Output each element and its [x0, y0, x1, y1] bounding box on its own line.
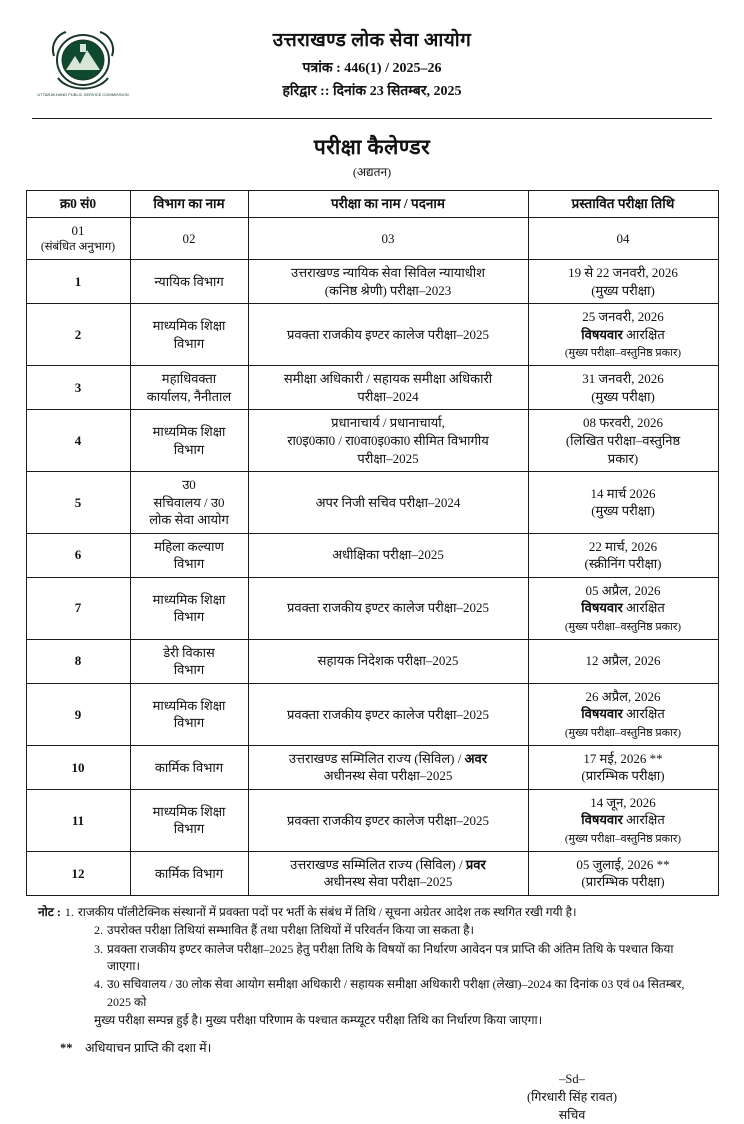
row-date: [528, 410, 718, 472]
row-exam-name: अधीक्षिका परीक्षा–2025: [248, 533, 528, 577]
exam-line-1: प्रधानाचार्य / प्रधानाचार्या,: [331, 415, 445, 431]
subheader-col1: [26, 218, 130, 260]
star-note: [60, 1039, 706, 1056]
row-date: [528, 577, 718, 639]
subheader-col4: 04: [528, 218, 718, 260]
note-text-continued: मुख्य परीक्षा सम्पन्न हुई है। मुख्य परीक्षा परिणाम के पश्चात कम्प्यूटर परीक्षा तिथि का निर्धारण किया जाएगा।: [94, 1013, 543, 1028]
date-line-2: (प्रारम्भिक परीक्षा): [581, 874, 665, 890]
subheader-col3: 03: [248, 218, 528, 260]
date-line-2: (प्रारम्भिक परीक्षा): [581, 768, 665, 784]
row-date: [528, 745, 718, 789]
document-header: [22, 26, 722, 112]
dept-line-1: माध्यमिक शिक्षा: [152, 424, 226, 440]
date-subjectwise-label: विषयवार: [581, 812, 623, 828]
dept-line-1: उ0: [182, 477, 196, 493]
row-exam-name: प्रवक्ता राजकीय इण्टर कालेज परीक्षा–2025: [248, 789, 528, 851]
row-serial: 6: [26, 533, 130, 577]
letter-number: पत्रांक : 446(1) / 2025–26: [302, 60, 442, 76]
note-number: 1.: [64, 904, 74, 919]
date-line-1: 14 मार्च 2026: [590, 485, 656, 501]
note-text: उ0 सचिवालय / उ0 लोक सेवा आयोग समीक्षा अधिकारी / सहायक समीक्षा अधिकारी परीक्षा (लेखा)–2024 का दिनांक 03 एवं 04 सितम्बर, 2025 को: [107, 977, 685, 1009]
date-line-3: (मुख्य परीक्षा–वस्तुनिष्ठ प्रकार): [564, 726, 682, 739]
date-line-2: (लिखित परीक्षा–वस्तुनिष्ठ: [565, 432, 681, 448]
date-line-3: (मुख्य परीक्षा–वस्तुनिष्ठ प्रकार): [564, 832, 682, 845]
table-row: [26, 410, 718, 472]
date-subjectwise-label: विषयवार: [581, 326, 623, 342]
date-line-2: (मुख्य परीक्षा): [591, 388, 655, 404]
row-department: कार्मिक विभाग: [130, 851, 248, 895]
date-line-1: 31 जनवरी, 2026: [582, 371, 664, 387]
date-line-3: प्रकार): [607, 450, 639, 466]
dept-line-2: विभाग: [173, 821, 205, 837]
note-text: उपरोक्त परीक्षा तिथियां सम्भावित हैं तथा परीक्षा तिथियों में परिवर्तन किया जा सकता है।: [107, 923, 474, 938]
signature-name: (गिरधारी सिंह रावत): [527, 1089, 617, 1104]
dept-line-2: विभाग: [173, 715, 205, 731]
exam-calendar-table: [26, 190, 719, 896]
row-department: [130, 639, 248, 683]
signature-block: [22, 1070, 722, 1124]
exam-line-1: उत्तराखण्ड न्यायिक सेवा सिविल न्यायाधीश: [291, 265, 485, 281]
date-line-1: 08 फरवरी, 2026: [582, 415, 663, 431]
table-row: [26, 683, 718, 745]
note-item: [38, 922, 706, 939]
subheader-col1-number: 01: [71, 223, 85, 239]
notes-label: नोट :: [38, 904, 61, 919]
table-row: [26, 260, 718, 304]
row-serial: 2: [26, 304, 130, 366]
exam-line-2: अधीनस्थ सेवा परीक्षा–2025: [323, 768, 453, 784]
dept-line-1: माध्यमिक शिक्षा: [152, 803, 226, 819]
star-note-text: अधियाचन प्राप्ति की दशा में।: [85, 1040, 212, 1055]
dept-line-2: विभाग: [173, 335, 205, 351]
row-department: [130, 577, 248, 639]
subheader-col2: 02: [130, 218, 248, 260]
exam-line-2: परीक्षा–2024: [357, 388, 419, 404]
exam-line-1: उत्तराखण्ड सम्मिलित राज्य (सिविल) /: [290, 856, 463, 872]
row-serial: 10: [26, 745, 130, 789]
dept-line-1: डेरी विकास: [163, 644, 215, 660]
date-line-2: (स्क्रीनिंग परीक्षा): [584, 556, 662, 572]
page-subtitle: (अद्यतन): [352, 165, 392, 179]
date-subjectwise-label: विषयवार: [581, 706, 623, 722]
note-text: प्रवक्ता राजकीय इण्टर कालेज परीक्षा–2025 हेतु परीक्षा तिथि के विषयों का निर्धारण आवेदन पत्र प्राप्ति की अंतिम तिथि के पश्चात किया जाएगा।: [107, 941, 674, 974]
date-line-1: 22 मार्च, 2026: [588, 538, 658, 554]
note-number: 4.: [94, 977, 103, 992]
table-row: [26, 789, 718, 851]
note-item: [38, 904, 706, 921]
exam-line-2: (कनिष्ठ श्रेणी) परीक्षा–2023: [324, 282, 452, 298]
dept-line-1: माध्यमिक शिक्षा: [152, 591, 226, 607]
row-exam-name: [248, 851, 528, 895]
page-title: परीक्षा कैलेण्डर: [313, 135, 431, 159]
exam-line-2: रा0इ0का0 / रा0वा0इ0का0 सीमित विभागीय: [287, 432, 489, 448]
note-text: राजकीय पॉलीटेक्निक संस्थानों में प्रवक्ता पदों पर भर्ती के संबंध में तिथि / सूचना अग्रेतर आदेश तक स्थगित रखी गयी है।: [77, 904, 577, 919]
date-line-2: (मुख्य परीक्षा): [591, 503, 655, 519]
exam-line-1: समीक्षा अधिकारी / सहायक समीक्षा अधिकारी: [283, 371, 493, 387]
row-exam-name: [248, 745, 528, 789]
header-text-block: [22, 28, 722, 101]
row-department: [130, 683, 248, 745]
date-subjectwise-label: विषयवार: [581, 600, 623, 616]
row-serial: 4: [26, 410, 130, 472]
row-exam-name: [248, 260, 528, 304]
row-department: [130, 789, 248, 851]
dept-line-1: माध्यमिक शिक्षा: [152, 318, 226, 334]
date-line-1: 14 जून, 2026: [590, 794, 656, 810]
row-date: [528, 366, 718, 410]
row-department: [130, 304, 248, 366]
dept-line-2: सचिवालय / उ0: [153, 494, 225, 510]
row-date: 12 अप्रैल, 2026: [528, 639, 718, 683]
date-line-2: (मुख्य परीक्षा): [591, 282, 655, 298]
row-department: [130, 472, 248, 534]
row-date: [528, 472, 718, 534]
dept-line-1: माध्यमिक शिक्षा: [152, 697, 226, 713]
date-line-1: 05 जुलाई, 2026 **: [576, 856, 670, 872]
column-header-proposed-date: प्रस्तावित परीक्षा तिथि: [528, 191, 718, 218]
table-row: [26, 533, 718, 577]
row-serial: 5: [26, 472, 130, 534]
place-and-date: हरिद्वार :: दिनांक 23 सितम्बर, 2025: [282, 83, 462, 99]
dept-line-2: विभाग: [173, 662, 205, 678]
dept-line-2: विभाग: [173, 609, 205, 625]
row-department: [130, 410, 248, 472]
organization-name: उत्तराखण्ड लोक सेवा आयोग: [272, 30, 472, 51]
row-date: [528, 789, 718, 851]
column-header-department: विभाग का नाम: [130, 191, 248, 218]
row-serial: 9: [26, 683, 130, 745]
header-divider: [32, 118, 712, 119]
exam-line-1: उत्तराखण्ड सम्मिलित राज्य (सिविल) /: [288, 750, 462, 766]
exam-line-3: परीक्षा–2025: [357, 450, 419, 466]
row-department: [130, 533, 248, 577]
row-exam-name: प्रवक्ता राजकीय इण्टर कालेज परीक्षा–2025: [248, 577, 528, 639]
row-serial: 8: [26, 639, 130, 683]
row-department: न्यायिक विभाग: [130, 260, 248, 304]
dept-line-1: महाधिवक्ता: [161, 371, 217, 387]
row-exam-name: अपर निजी सचिव परीक्षा–2024: [248, 472, 528, 534]
table-row: [26, 851, 718, 895]
table-row: [26, 577, 718, 639]
table-row: [26, 472, 718, 534]
note-number: 2.: [94, 923, 103, 938]
signature-sd: –Sd–: [559, 1071, 585, 1086]
row-exam-name: प्रवक्ता राजकीय इण्टर कालेज परीक्षा–2025: [248, 683, 528, 745]
row-serial: 11: [26, 789, 130, 851]
dept-line-1: महिला कल्याण: [154, 538, 224, 554]
date-reserved-label: आरक्षित: [626, 600, 665, 616]
notes-section: [38, 904, 706, 1030]
dept-line-2: विभाग: [173, 441, 205, 457]
row-exam-name: सहायक निदेशक परीक्षा–2025: [248, 639, 528, 683]
date-reserved-label: आरक्षित: [626, 706, 665, 722]
column-header-exam-name: परीक्षा का नाम / पदनाम: [248, 191, 528, 218]
row-exam-name: प्रवक्ता राजकीय इण्टर कालेज परीक्षा–2025: [248, 304, 528, 366]
date-line-1: 25 जनवरी, 2026: [582, 309, 664, 325]
dept-line-2: कार्यालय, नैनीताल: [146, 388, 232, 404]
row-serial: 12: [26, 851, 130, 895]
row-department: [130, 366, 248, 410]
date-line-1: 26 अप्रैल, 2026: [585, 688, 661, 704]
row-serial: 7: [26, 577, 130, 639]
row-exam-name: [248, 410, 528, 472]
dept-line-2: विभाग: [173, 556, 205, 572]
table-row: [26, 366, 718, 410]
row-serial: 3: [26, 366, 130, 410]
signature-designation: सचिव: [558, 1107, 586, 1122]
exam-line-1-emphasis: अवर: [464, 750, 488, 766]
svg-text:UTTARAKHAND PUBLIC SERVICE COM: UTTARAKHAND PUBLIC SERVICE COMMISSION: [37, 92, 129, 97]
row-exam-name: [248, 366, 528, 410]
table-header-row: [26, 191, 718, 218]
exam-line-2: अधीनस्थ सेवा परीक्षा–2025: [323, 874, 453, 890]
row-date: [528, 260, 718, 304]
date-reserved-label: आरक्षित: [626, 812, 665, 828]
star-note-marker: **: [60, 1040, 73, 1055]
note-number: 3.: [94, 941, 103, 956]
table-subheader-row: [26, 218, 718, 260]
row-department: कार्मिक विभाग: [130, 745, 248, 789]
dept-line-3: लोक सेवा आयोग: [149, 512, 229, 528]
date-reserved-label: आरक्षित: [626, 326, 665, 342]
date-line-1: 17 मई, 2026 **: [583, 750, 663, 766]
note-item-continued: [38, 1012, 706, 1029]
note-item: [38, 976, 706, 1011]
column-header-serial: क्र0 सं0: [26, 191, 130, 218]
row-serial: 1: [26, 260, 130, 304]
row-date: [528, 304, 718, 366]
date-line-1: 05 अप्रैल, 2026: [585, 582, 661, 598]
note-item: [38, 941, 706, 976]
table-row: [26, 745, 718, 789]
table-row: [26, 639, 718, 683]
row-date: [528, 683, 718, 745]
date-line-3: (मुख्य परीक्षा–वस्तुनिष्ठ प्रकार): [564, 347, 682, 360]
exam-line-1-emphasis: प्रवर: [465, 856, 486, 872]
row-date: [528, 533, 718, 577]
title-block: [22, 133, 722, 180]
row-date: [528, 851, 718, 895]
subheader-col1-note: (संबंधित अनुभाग): [40, 240, 116, 253]
table-row: [26, 304, 718, 366]
date-line-1: 19 से 22 जनवरी, 2026: [568, 265, 678, 281]
date-line-3: (मुख्य परीक्षा–वस्तुनिष्ठ प्रकार): [564, 620, 682, 633]
